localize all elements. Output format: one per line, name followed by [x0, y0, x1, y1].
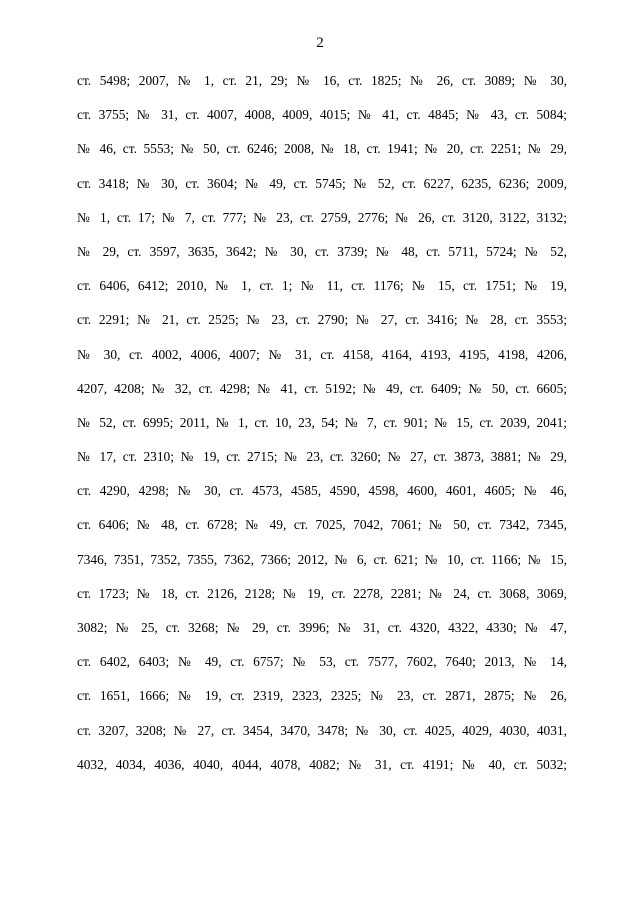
text-line: № 52, ст. 6995; 2011, № 1, ст. 10, 23, 54; № 7, ст. 901; № 15, ст. 2039, 2041;: [77, 414, 567, 430]
text-line: ст. 3418; № 30, ст. 3604; № 49, ст. 5745; № 52, ст. 6227, 6235, 6236; 2009,: [77, 175, 567, 191]
text-line: 4032, 4034, 4036, 4040, 4044, 4078, 4082; № 31, ст. 4191; № 40, ст. 5032;: [77, 756, 567, 772]
legal-reference-text: [77, 64, 567, 782]
text-line: ст. 6406; № 48, ст. 6728; № 49, ст. 7025, 7042, 7061; № 50, ст. 7342, 7345,: [77, 517, 567, 533]
text-line: 7346, 7351, 7352, 7355, 7362, 7366; 2012, № 6, ст. 621; № 10, ст. 1166; № 15,: [77, 551, 567, 567]
text-line: ст. 2291; № 21, ст. 2525; № 23, ст. 2790; № 27, ст. 3416; № 28, ст. 3553;: [77, 312, 567, 328]
text-line: ст. 3755; № 31, ст. 4007, 4008, 4009, 4015; № 41, ст. 4845; № 43, ст. 5084;: [77, 107, 567, 123]
text-line: ст. 1651, 1666; № 19, ст. 2319, 2323, 2325; № 23, ст. 2871, 2875; № 26,: [77, 688, 567, 704]
text-line: № 17, ст. 2310; № 19, ст. 2715; № 23, ст. 3260; № 27, ст. 3873, 3881; № 29,: [77, 449, 567, 465]
text-line: ст. 6406, 6412; 2010, № 1, ст. 1; № 11, ст. 1176; № 15, ст. 1751; № 19,: [77, 278, 567, 294]
text-line: ст. 1723; № 18, ст. 2126, 2128; № 19, ст. 2278, 2281; № 24, ст. 3068, 3069,: [77, 585, 567, 601]
text-line: № 1, ст. 17; № 7, ст. 777; № 23, ст. 2759, 2776; № 26, ст. 3120, 3122, 3132;: [77, 209, 567, 225]
page-number: 2: [316, 35, 324, 51]
text-line: № 46, ст. 5553; № 50, ст. 6246; 2008, № 18, ст. 1941; № 20, ст. 2251; № 29,: [77, 141, 567, 157]
text-line: 4207, 4208; № 32, ст. 4298; № 41, ст. 5192; № 49, ст. 6409; № 50, ст. 6605;: [77, 380, 567, 396]
text-line: ст. 6402, 6403; № 49, ст. 6757; № 53, ст. 7577, 7602, 7640; 2013, № 14,: [77, 654, 567, 670]
text-line: № 30, ст. 4002, 4006, 4007; № 31, ст. 4158, 4164, 4193, 4195, 4198, 4206,: [77, 346, 567, 362]
text-line: ст. 3207, 3208; № 27, ст. 3454, 3470, 3478; № 30, ст. 4025, 4029, 4030, 4031,: [77, 722, 567, 738]
text-line: ст. 5498; 2007, № 1, ст. 21, 29; № 16, ст. 1825; № 26, ст. 3089; № 30,: [77, 73, 567, 88]
text-line: № 29, ст. 3597, 3635, 3642; № 30, ст. 3739; № 48, ст. 5711, 5724; № 52,: [77, 243, 567, 259]
text-line: 3082; № 25, ст. 3268; № 29, ст. 3996; № 31, ст. 4320, 4322, 4330; № 47,: [77, 620, 567, 635]
text-line: ст. 4290, 4298; № 30, ст. 4573, 4585, 4590, 4598, 4600, 4601, 4605; № 46,: [77, 483, 567, 499]
